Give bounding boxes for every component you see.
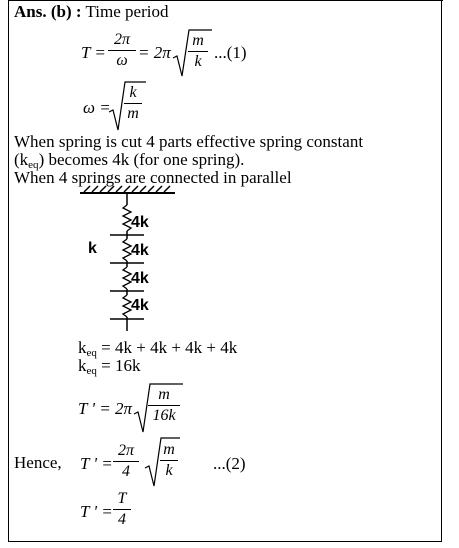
- tprime3-frac-num: T: [117, 490, 127, 507]
- eq1-sqrt-den: k: [194, 53, 202, 70]
- keq2-k: k: [78, 356, 87, 375]
- eq1-fraction: [108, 31, 136, 70]
- tprime2-fraction: [113, 442, 139, 481]
- eq1-lhs: T =: [81, 43, 106, 62]
- omega-sqrt-fraction: [124, 84, 142, 123]
- tprime2-frac-den: 4: [122, 463, 130, 480]
- keq1-k: k: [78, 338, 87, 357]
- answer-label: Ans. (b) :: [14, 2, 82, 21]
- keq2-rhs: = 16k: [96, 356, 141, 375]
- tprime3-frac-den: 4: [118, 511, 126, 528]
- eq1-sqrt-num: m: [192, 32, 204, 49]
- tprime2-lhs: T ' =: [80, 454, 113, 473]
- tprime2-tag: ...(2): [213, 454, 246, 473]
- tprime2-frac-num: 2π: [117, 442, 134, 459]
- spring-diagram: [70, 185, 190, 345]
- tprime2-sqrt-den: k: [165, 462, 173, 479]
- omega-lhs: ω =: [83, 98, 111, 117]
- para1-pre: (k: [14, 150, 29, 169]
- tprime1-lhs: T ' = 2π: [78, 399, 133, 418]
- spring-label-1: 4k: [131, 214, 149, 231]
- answer-heading: [14, 3, 168, 21]
- tprime1-sqrt-fraction: [148, 386, 180, 425]
- spring-label-4: 4k: [131, 297, 149, 314]
- eq1-frac-den: ω: [116, 52, 128, 69]
- paragraph-line-3: When 4 springs are connected in parallel: [14, 168, 292, 187]
- tprime1-sqrt-num: m: [158, 386, 170, 403]
- spring-label-2: 4k: [131, 242, 149, 259]
- eq1-sqrt-fraction: [188, 32, 208, 71]
- keq1-sub: eq: [86, 347, 97, 359]
- keq-result-line: [78, 357, 140, 380]
- keq1-rhs: = 4k + 4k + 4k + 4k: [96, 338, 238, 357]
- para1-sub: eq: [28, 159, 39, 171]
- tprime2-sqrt-fraction: [160, 441, 178, 480]
- tprime1-sqrt-den: 16k: [152, 407, 176, 424]
- spring-label-3: 4k: [131, 270, 149, 287]
- omega-sqrt-den: m: [127, 105, 139, 122]
- eq1-mid: = 2π: [138, 43, 171, 62]
- tprime3-fraction: [113, 490, 131, 529]
- eq1-frac-num: 2π: [113, 31, 130, 48]
- eq1-tag: ...(1): [214, 43, 247, 62]
- hence-label: Hence,: [14, 453, 62, 472]
- keq2-sub: eq: [86, 365, 97, 377]
- tprime2-sqrt-num: m: [163, 441, 175, 458]
- paragraph-line-1: When spring is cut 4 parts effective spring constant: [14, 132, 364, 151]
- tprime3-lhs: T ' =: [80, 502, 113, 521]
- omega-sqrt-num: k: [129, 84, 137, 101]
- para1-post: ) becomes 4k (for one spring).: [38, 150, 245, 169]
- heading-text: Time period: [81, 2, 169, 21]
- diagram-k-label: k: [88, 240, 97, 257]
